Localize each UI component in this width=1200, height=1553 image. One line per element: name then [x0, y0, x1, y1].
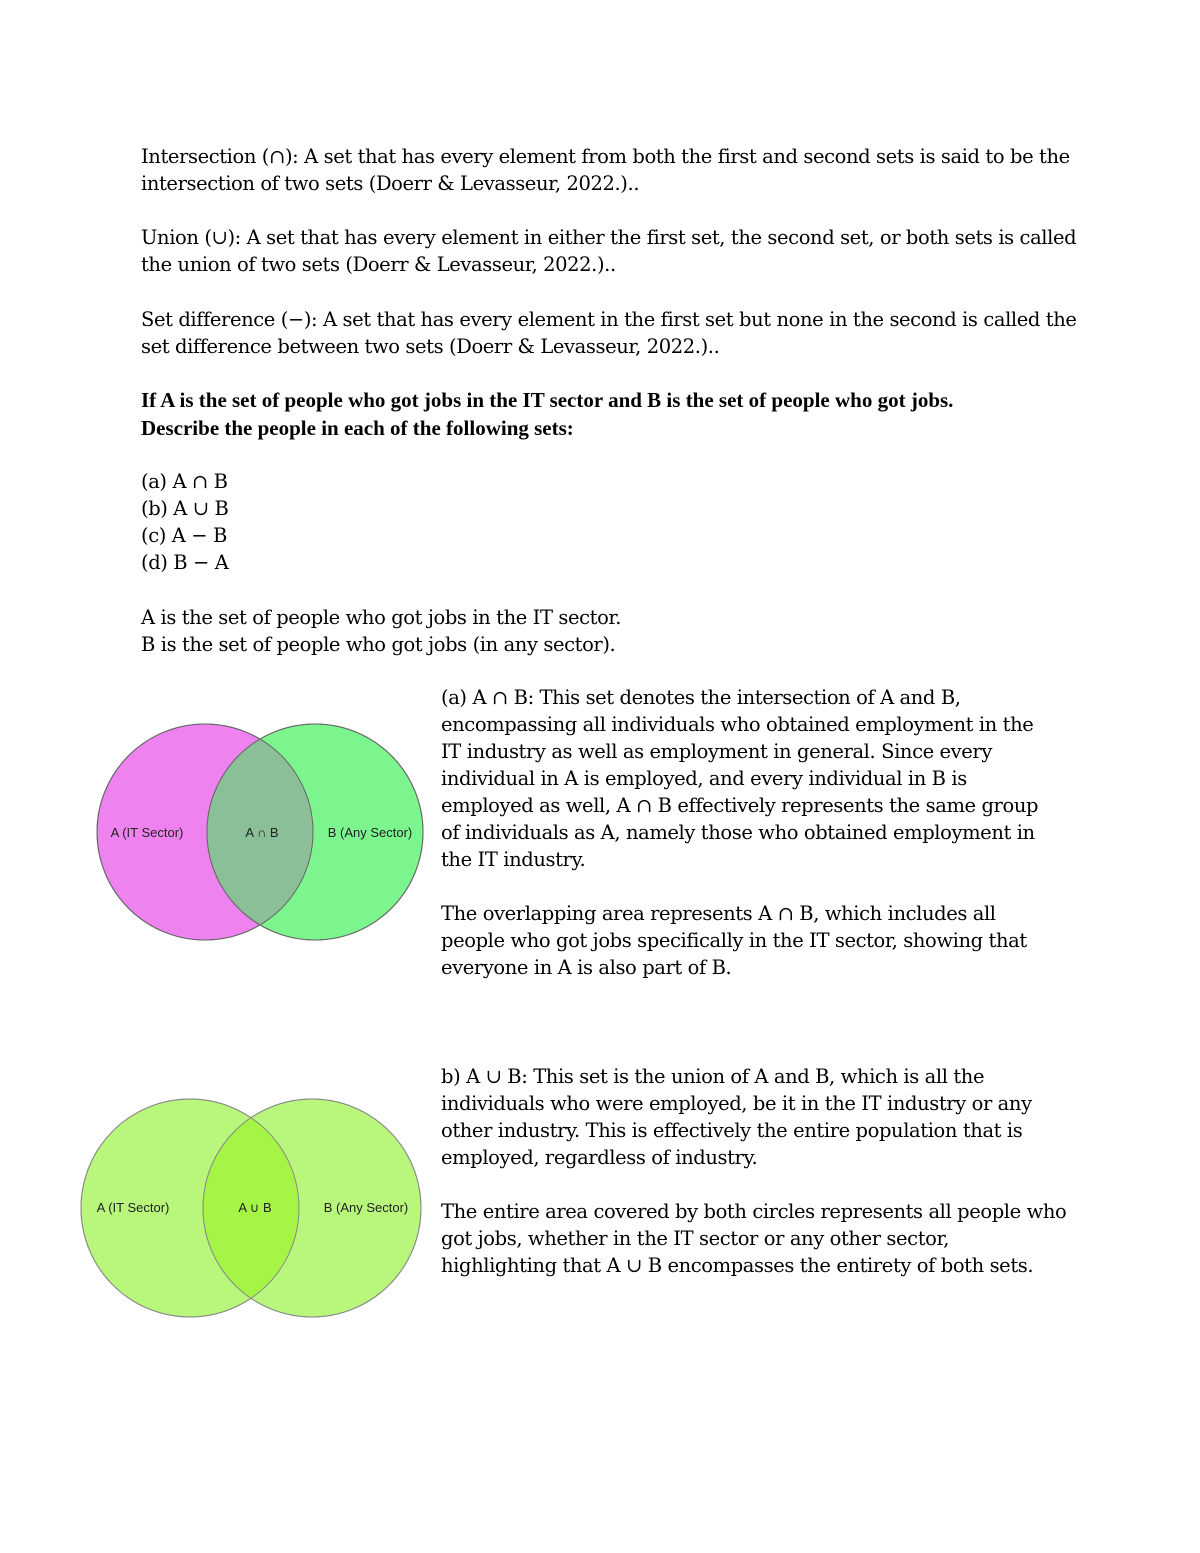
- venn-label-a: A (IT Sector): [96, 1200, 170, 1215]
- section-a-paragraph: [441, 684, 1081, 873]
- venn-label-b: B (Any Sector): [327, 825, 413, 840]
- list-item: (c) A − B: [141, 524, 227, 547]
- text-line: employed, regardless of industry.: [441, 1146, 758, 1169]
- text-line: (a) A ∩ B: This set denotes the intersection of A and B,: [441, 686, 961, 709]
- section-b-paragraph: [441, 1063, 1081, 1171]
- list-item: (d) B − A: [141, 551, 229, 574]
- venn-label-b: B (Any Sector): [323, 1200, 409, 1215]
- text-line: highlighting that A ∪ B encompasses the entirety of both sets.: [441, 1254, 1034, 1277]
- venn-label-overlap: A ∪ B: [238, 1200, 272, 1215]
- text-line: individuals who were employed, be it in the IT industry or any: [441, 1092, 1032, 1115]
- text-line: Describe the people in each of the following sets:: [141, 416, 574, 440]
- question-text: [141, 386, 1081, 442]
- intersection-definition: [141, 143, 1081, 197]
- section-b-explanation: [441, 1198, 1081, 1279]
- text-line: employed as well, A ∩ B effectively represents the same group: [441, 794, 1039, 817]
- text-line: A is the set of people who got jobs in the IT sector.: [141, 606, 621, 629]
- difference-definition: [141, 306, 1081, 360]
- text-line: got jobs, whether in the IT sector or any other sector,: [441, 1227, 950, 1250]
- text-line: If A is the set of people who got jobs in the IT sector and B is the set of people who got jobs.: [141, 388, 954, 412]
- venn-diagram-intersection: [90, 722, 430, 950]
- text-line: Union (∪): A set that has every element in either the first set, the second set, or both sets is called: [141, 226, 1077, 249]
- text-line: the union of two sets (Doerr & Levasseur, 2022.)..: [141, 253, 616, 276]
- text-line: Set difference (−): A set that has every element in the first set but none in the second is called the: [141, 308, 1077, 331]
- text-line: set difference between two sets (Doerr & Levasseur, 2022.)..: [141, 335, 720, 358]
- venn-label-overlap: A ∩ B: [245, 825, 279, 840]
- list-item: (b) A ∪ B: [141, 497, 229, 520]
- text-line: of individuals as A, namely those who obtained employment in: [441, 821, 1035, 844]
- text-line: B is the set of people who got jobs (in any sector).: [141, 633, 616, 656]
- text-line: other industry. This is effectively the entire population that is: [441, 1119, 1023, 1142]
- set-definitions: [141, 604, 1081, 658]
- text-line: the IT industry.: [441, 848, 586, 871]
- union-definition: [141, 224, 1081, 278]
- venn-label-a: A (IT Sector): [110, 825, 184, 840]
- text-line: individual in A is employed, and every individual in B is: [441, 767, 967, 790]
- text-line: everyone in A is also part of B.: [441, 956, 732, 979]
- text-line: b) A ∪ B: This set is the union of A and B, which is all the: [441, 1065, 985, 1088]
- text-line: The overlapping area represents A ∩ B, which includes all: [441, 902, 996, 925]
- text-line: encompassing all individuals who obtained employment in the: [441, 713, 1034, 736]
- section-a-explanation: [441, 900, 1081, 981]
- text-line: intersection of two sets (Doerr & Levasseur, 2022.)..: [141, 172, 640, 195]
- text-line: people who got jobs specifically in the IT sector, showing that: [441, 929, 1027, 952]
- list-item: (a) A ∩ B: [141, 470, 228, 493]
- text-line: Intersection (∩): A set that has every element from both the first and second sets is said to be the: [141, 145, 1070, 168]
- text-line: IT industry as well as employment in general. Since every: [441, 740, 992, 763]
- venn-diagram-union: [75, 1094, 430, 1326]
- question-items: [141, 468, 1081, 576]
- text-line: The entire area covered by both circles represents all people who: [441, 1200, 1067, 1223]
